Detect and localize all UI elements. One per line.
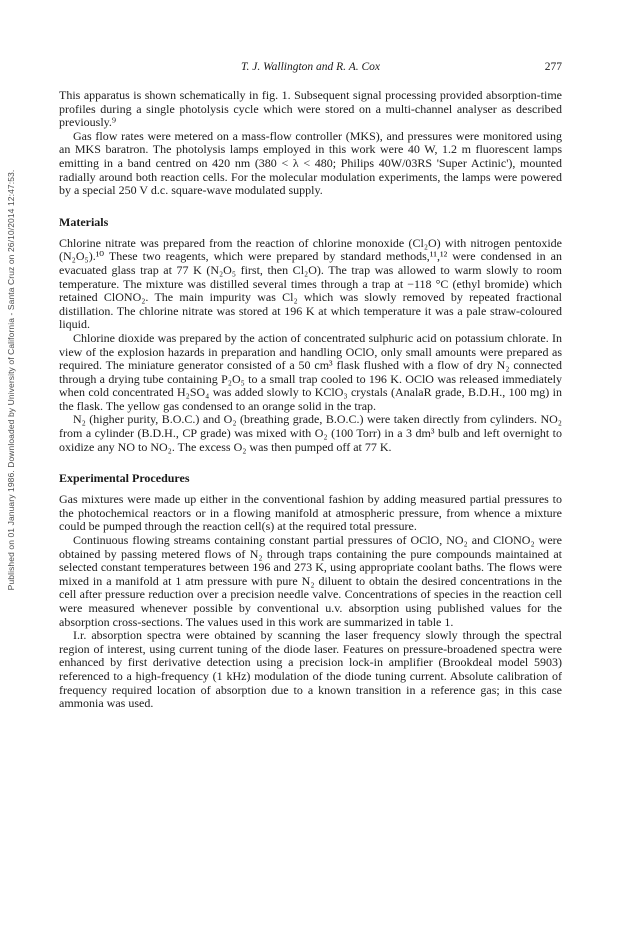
paper-page — [59, 61, 562, 711]
procedures-paragraph-1: Gas mixtures were made up either in the conventional fashion by adding measured partial pressures to the photochemical reactors or in a flowing manifold at atmospheric pressure, from whence a mixture could be pumped through the reaction cell(s) at the required total pressure. — [59, 492, 562, 534]
materials-paragraph-2: Chlorine dioxide was prepared by the action of concentrated sulphuric acid on potassium chlorate. In view of the explosion hazards in preparation and handling OClO, only small amounts were prepared as required. The miniature generator consisted of a 50 cm³ flask flushed with a flow of dry N₂ connected through a drying tube containing P₂O₅ to a small trap cooled to 196 K. OClO was released immediately when cold concentrated H₂SO₄ was added slowly to KClO₃ crystals (AnalaR grade, B.D.H., 100 mg) in the flask. The yellow gas condensed to an orange solid in the trap. — [59, 330, 562, 413]
running-head-authors: T. J. Wallington and R. A. Cox — [240, 61, 381, 73]
download-notice — [4, 60, 18, 700]
materials-heading: Materials — [59, 214, 109, 229]
materials-paragraph-1: Chlorine nitrate was prepared from the reaction of chlorine monoxide (Cl₂O) with nitrogen pentoxide (N₂O₅).¹⁰ These two reagents, which were prepared by standard methods,¹¹,¹² were condensed in an evacuated glass trap at 77 K (N₂O₅ first, then Cl₂O). The trap was allowed to warm slowly to room temperature. The mixture was distilled several times through a trap at −118 °C (ethyl bromide) which retained ClONO₂. The main impurity was Cl₂ which was slowly removed by repeated fractional distillation. The chlorine nitrate was stored at 196 K at which temperature it was a pale straw-coloured liquid. — [59, 235, 562, 332]
materials-paragraph-3: N₂ (higher purity, B.O.C.) and O₂ (breathing grade, B.O.C.) were taken directly from cylinders. NO₂ from a cylinder (B.D.H., CP grade) was mixed with O₂ (100 Torr) in a 3 dm³ bulb and left overnight to oxidize any NO to NO₂. The excess O₂ was then pumped off at 77 K. — [59, 412, 562, 454]
procedures-paragraph-3: I.r. absorption spectra were obtained by scanning the laser frequency slowly through the spectral region of interest, using current tuning of the diode laser. Features on pressure-broadened spectra were enhanced by first derivative detection using a precision lock-in amplifier (Brookdeal model 5903) referenced to a high-frequency (1 kHz) modulation of the diode tuning current. Absolute calibration of frequency required location of absorption due to a known transition in a reference gas; in this case ammonia was used. — [59, 628, 562, 711]
running-head — [59, 61, 562, 77]
download-notice-text: Published on 01 January 1986. Downloaded by University of California - Santa Cruz on 26/10/2014 12:47:53. — [6, 169, 16, 591]
intro-paragraph-2: Gas flow rates were metered on a mass-flow controller (MKS), and pressures were monitored using an MKS baratron. The photolysis lamps employed in this work were 40 W, 1.2 m fluorescent lamps emitting in a band centred on 420 nm (380 < λ < 480; Philips 40W/03RS 'Super Actinic'), mounted radially around both reaction cells. For the molecular modulation experiments, the lamps were powered by a special 250 V d.c. square-wave modulated supply. — [59, 128, 562, 198]
intro-paragraph-1: This apparatus is shown schematically in fig. 1. Subsequent signal processing provided absorption-time profiles during a single photolysis cycle which were stored on a multi-channel analyser as described previously.⁹ — [59, 88, 562, 130]
page-number: 277 — [544, 61, 562, 73]
procedures-paragraph-2: Continuous flowing streams containing constant partial pressures of OClO, NO₂ and ClONO₂ were obtained by passing metered flows of N₂ through traps containing the pure compounds maintained at selected constant temperatures between 196 and 273 K, using appropriate coolant baths. The flows were mixed in a manifold at 1 atm pressure with pure N₂ diluent to obtain the desired concentrations in the cell after pressure reduction over a precision needle valve. Concentrations of species in the reaction cell were measured whenever possible by conventional u.v. absorption using published values for the absorption cross-sections. The values used in this work are summarized in table 1. — [59, 533, 562, 629]
procedures-heading: Experimental Procedures — [59, 471, 190, 486]
